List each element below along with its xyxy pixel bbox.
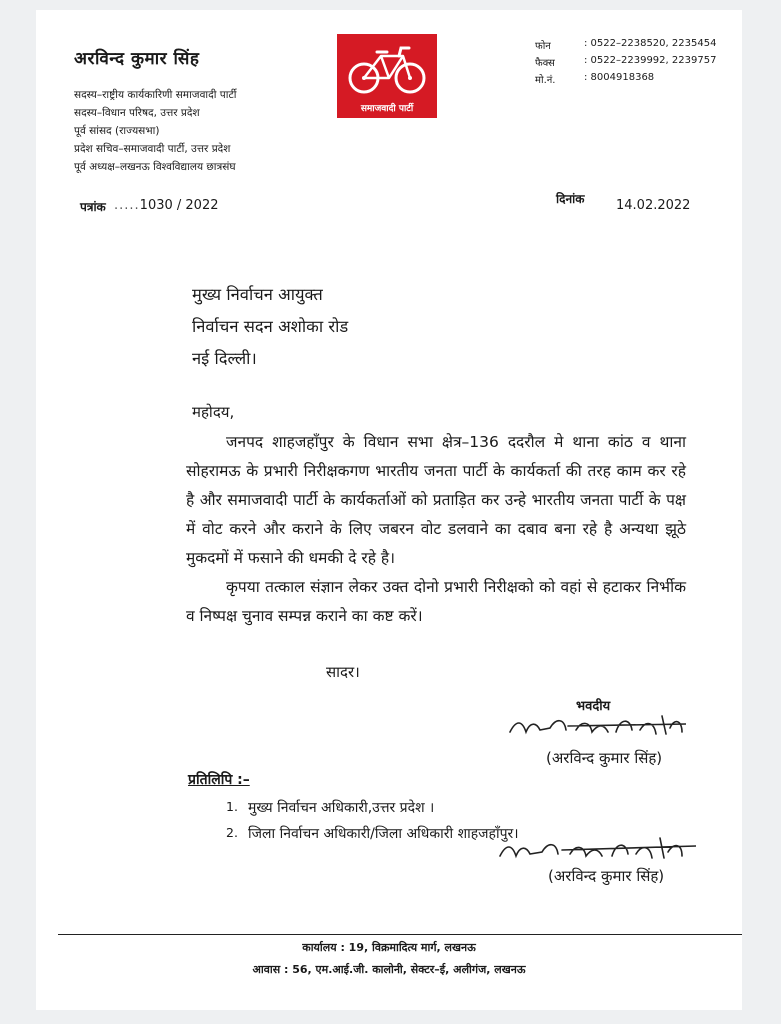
cc-item: जिला निर्वाचन अधिकारी/जिला अधिकारी शाहजहाँपुर।	[248, 826, 519, 842]
contact-label-fax: फैक्स	[535, 58, 555, 69]
office-address: कार्यालय : 19, विक्रमादित्य मार्ग, लखनऊ	[302, 941, 476, 954]
body-paragraph: जनपद शाहजहाँपुर के विधान सभा क्षेत्र–136 ददरौल मे थाना कांठ व थाना सोहरामऊ के प्रभारी निरीक्षकगण भारतीय जनता पार्टी के कार्यकर्ता की तरह काम कर रहे है और समाजवादी पार्टी के कार्यकर्ताओं को प्रताड़ित कर उन्हे भारतीय जनता पार्टी के पक्ष में वोट करने और कराने के लिए जबरन वोट डलवाने का दबाव बना रहे है अन्यथा झूठे मुकदमों में फसाने की धमकी दे रहे है।	[186, 433, 686, 567]
footer-divider	[58, 934, 742, 935]
cc-number: 1.	[226, 799, 238, 814]
contact-label-phone: फोन	[535, 41, 551, 52]
body-paragraph: कृपया तत्काल संज्ञान लेकर उक्त दोनो प्रभारी निरीक्षको को वहां से हटाकर निर्भीक व निष्पक्ष चुनाव सम्पन्न कराने का कष्ट करें।	[186, 578, 686, 625]
logo-caption: समाजवादी पार्टी	[360, 104, 414, 114]
recipient-line: निर्वाचन सदन अशोका रोड	[192, 317, 349, 336]
cc-heading: प्रतिलिपि :–	[188, 772, 250, 788]
party-logo	[337, 34, 437, 118]
signoff-label: भवदीय	[576, 699, 611, 714]
contact-value-phone: : 0522–2238520, 2235454	[584, 38, 717, 49]
designation-line: पूर्व अध्यक्ष–लखनऊ विश्वविद्यालय छात्रसंघ	[74, 161, 236, 173]
closing: सादर।	[326, 663, 360, 681]
recipient-line: मुख्य निर्वाचन आयुक्त	[192, 285, 323, 304]
designation-line: सदस्य–विधान परिषद, उत्तर प्रदेश	[74, 107, 200, 119]
recipient-line: नई दिल्ली।	[192, 349, 257, 368]
contact-value-fax: : 0522–2239992, 2239757	[584, 55, 717, 66]
signature-image	[506, 710, 686, 744]
letter-date: 14.02.2022	[616, 198, 691, 213]
reference-number: .....1030 / 2022	[114, 198, 219, 213]
letter-page	[36, 10, 742, 1010]
salutation: महोदय,	[192, 403, 235, 421]
letterhead-name: अरविन्द कुमार सिंह	[74, 49, 200, 69]
cc-number: 2.	[226, 825, 238, 840]
designation-line: पूर्व सांसद (राज्यसभा)	[74, 125, 160, 137]
residence-address: आवास : 56, एम.आई.जी. कालोनी, सेक्टर–ई, अलीगंज, लखनऊ	[252, 963, 526, 976]
designation-line: सदस्य–राष्ट्रीय कार्यकारिणी समाजवादी पार्टी	[74, 89, 237, 101]
contact-label-mobile: मो.नं.	[535, 75, 556, 86]
signatory-name: (अरविन्द कुमार सिंह)	[548, 867, 665, 885]
reference-label: पत्रांक	[80, 200, 106, 214]
signatory-name: (अरविन्द कुमार सिंह)	[546, 749, 663, 767]
contact-value-mobile: : 8004918368	[584, 72, 655, 83]
cc-item: मुख्य निर्वाचन अधिकारी,उत्तर प्रदेश ।	[248, 800, 435, 816]
letter-body	[186, 428, 686, 631]
designation-line: प्रदेश सचिव–समाजवादी पार्टी, उत्तर प्रदेश	[74, 143, 231, 155]
signature-image	[496, 832, 696, 868]
date-label: दिनांक	[556, 192, 585, 206]
